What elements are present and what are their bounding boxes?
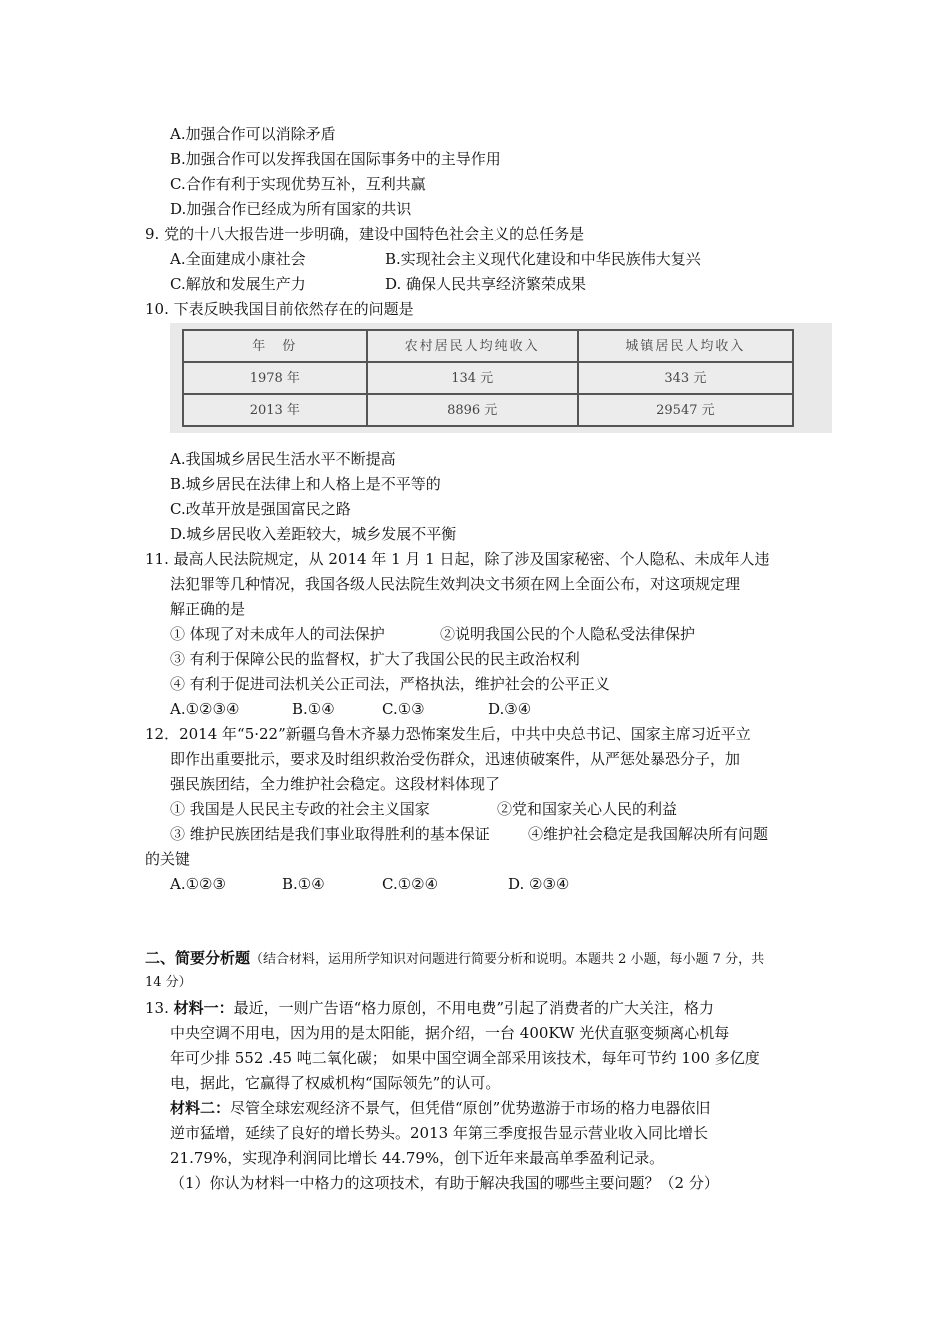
table-cell: 29547 元 [578, 394, 793, 426]
q8-option-b: B.加强合作可以发挥我国在国际事务中的主导作用 [170, 150, 501, 168]
income-table-image [170, 323, 832, 433]
q11-statement-2: ②说明我国公民的个人隐私受法律保护 [440, 625, 696, 643]
q13-material-1-text: 最近，一则广告语“格力原创，不用电费”引起了消费者的广大关注，格力 [233, 999, 714, 1017]
section-2-heading [145, 946, 764, 972]
q10-option-d: D.城乡居民收入差距较大，城乡发展不平衡 [170, 525, 457, 543]
q12-option-a: A.①②③ [170, 875, 226, 893]
table-header-row [183, 330, 793, 362]
q11-statement-3: ③ 有利于保障公民的监督权，扩大了我国公民的民主政治权利 [170, 650, 580, 668]
q12-statement-1: ① 我国是人民民主专政的社会主义国家 [170, 800, 430, 818]
q11-stem-line: 解正确的是 [170, 600, 246, 618]
q10-stem: 10. 下表反映我国目前依然存在的问题是 [145, 300, 414, 318]
q13-material-2-first-line [170, 1096, 710, 1121]
q13-number: 13. [145, 999, 169, 1017]
q12-stem-line: 强民族团结，全力维护社会稳定。这段材料体现了 [170, 775, 501, 793]
q10-option-c: C.改革开放是强国富民之路 [170, 500, 351, 518]
q11-statement-4: ④ 有利于促进司法机关公正司法，严格执法，维护社会的公平正义 [170, 675, 610, 693]
table-header-cell: 年 份 [183, 330, 367, 362]
q12-stem-line: 12．2014 年“5·22”新疆乌鲁木齐暴力恐怖案发生后，中共中央总书记、国家主席习近平立 [145, 725, 751, 743]
q11-option-a: A.①②③④ [170, 700, 240, 718]
q10-option-a: A.我国城乡居民生活水平不断提高 [170, 450, 396, 468]
q13-material-1-line: 年可少排 552 .45 吨二氧化碳； 如果中国空调全部采用该技术，每年可节约 100 多亿度 [170, 1049, 760, 1067]
q12-option-c: C.①②④ [382, 875, 439, 893]
q13-material-2-line: 逆市猛增，延续了良好的增长势头。2013 年第三季度报告显示营业收入同比增长 [170, 1124, 708, 1142]
table-row [183, 362, 793, 394]
q13-material-1-line: 中央空调不用电，因为用的是太阳能，据介绍，一台 400KW 光伏直驱变频离心机每 [170, 1024, 730, 1042]
q13-material-2-label: 材料二： [170, 1099, 231, 1117]
q12-statement-3: ③ 维护民族团结是我们事业取得胜利的基本保证 [170, 825, 490, 843]
q12-statement-4-cont: 的关键 [145, 850, 191, 868]
q10-option-b: B.城乡居民在法律上和人格上是不平等的 [170, 475, 441, 493]
section-2-note-cont: 14 分） [145, 975, 192, 990]
q9-option-a: A.全面建成小康社会 [170, 250, 306, 268]
q13-subquestion-1: （1）你认为材料一中格力的这项技术，有助于解决我国的哪些主要问题？（2 分） [170, 1174, 719, 1192]
q13-material-2-line: 21.79%，实现净利润同比增长 44.79%，创下近年来最高单季盈利记录。 [170, 1149, 665, 1167]
table-cell: 2013 年 [183, 394, 367, 426]
q8-option-a: A.加强合作可以消除矛盾 [170, 125, 336, 143]
section-2-note: （结合材料，运用所学知识对问题进行简要分析和说明。本题共 2 小题，每小题 7 分，共 [250, 952, 765, 967]
table-cell: 8896 元 [367, 394, 578, 426]
q13-material-2-text: 尽管全球宏观经济不景气，但凭借“原创”优势遨游于市场的格力电器依旧 [230, 1099, 711, 1117]
q11-stem-line: 11. 最高人民法院规定，从 2014 年 1 月 1 日起，除了涉及国家秘密、个人隐私、未成年人违 [145, 550, 770, 568]
q11-option-b: B.①④ [292, 700, 335, 718]
table-cell: 343 元 [578, 362, 793, 394]
q13-material-1-first-line [145, 996, 714, 1021]
q9-stem: 9. 党的十八大报告进一步明确，建设中国特色社会主义的总任务是 [145, 225, 585, 243]
q9-option-d: D. 确保人民共享经济繁荣成果 [385, 275, 587, 293]
table-cell: 134 元 [367, 362, 578, 394]
table-row [183, 394, 793, 426]
table-header-cell: 城镇居民人均收入 [578, 330, 793, 362]
q11-option-d: D.③④ [488, 700, 532, 718]
q8-option-c: C.合作有利于实现优势互补，互利共赢 [170, 175, 426, 193]
q8-option-d: D.加强合作已经成为所有国家的共识 [170, 200, 412, 218]
q11-stem-line: 法犯罪等几种情况，我国各级人民法院生效判决文书须在网上全面公布，对这项规定理 [170, 575, 741, 593]
q11-option-c: C.①③ [382, 700, 425, 718]
q12-statement-4: ④维护社会稳定是我国解决所有问题 [528, 825, 769, 843]
q12-statement-2: ②党和国家关心人民的利益 [497, 800, 678, 818]
q12-option-d: D. ②③④ [508, 875, 570, 893]
q12-stem-line: 即作出重要批示，要求及时组织救治受伤群众，迅速侦破案件，从严惩处暴恐分子，加 [170, 750, 741, 768]
income-table [182, 329, 794, 427]
q13-material-1-label: 材料一： [173, 999, 234, 1017]
q13-material-1-line: 电，据此，它赢得了权威机构“国际领先”的认可。 [170, 1074, 501, 1092]
q11-statement-1: ① 体现了对未成年人的司法保护 [170, 625, 385, 643]
table-header-cell: 农村居民人均纯收入 [367, 330, 578, 362]
table-cell: 1978 年 [183, 362, 367, 394]
q9-option-c: C.解放和发展生产力 [170, 275, 306, 293]
section-2-title: 二、简要分析题 [145, 949, 251, 967]
q9-option-b: B.实现社会主义现代化建设和中华民族伟大复兴 [385, 250, 701, 268]
q12-option-b: B.①④ [282, 875, 325, 893]
